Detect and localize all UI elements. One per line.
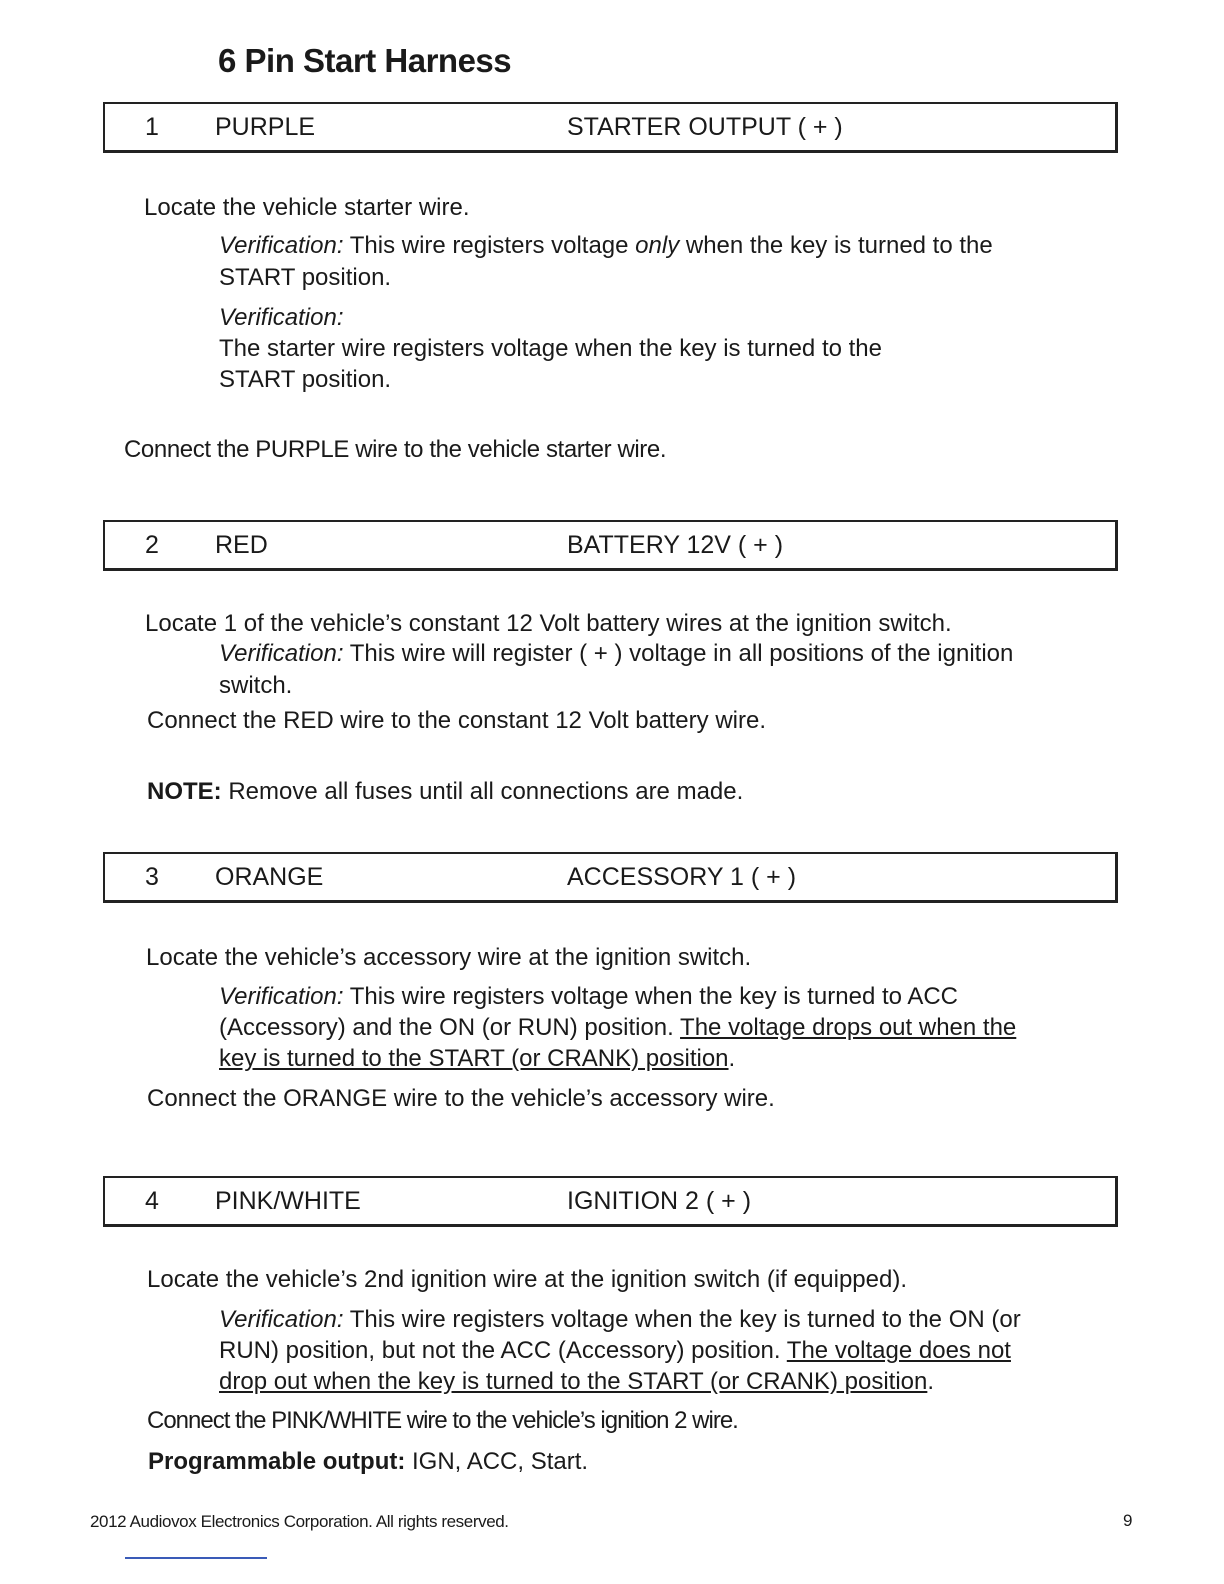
wire-function: STARTER OUTPUT ( + ): [567, 113, 843, 141]
note-text: NOTE: Remove all fuses until all connections are made.: [147, 778, 744, 805]
verification-text: Verification: This wire registers voltage only when the key is turned to the: [219, 232, 993, 259]
connect-text: Connect the PURPLE wire to the vehicle starter wire.: [124, 436, 667, 463]
verification-text: START position.: [219, 366, 392, 393]
pin-number: 2: [145, 531, 159, 559]
verification-text: The starter wire registers voltage when the key is turned to the: [219, 335, 882, 362]
verification-text: key is turned to the START (or CRANK) position.: [219, 1045, 736, 1072]
verification-text: RUN) position, but not the ACC (Accessory) position. The voltage does not: [219, 1337, 1011, 1364]
page-title: 6 Pin Start Harness: [218, 42, 512, 79]
pin-number: 4: [145, 1187, 159, 1215]
wire-header-4: [103, 1176, 1118, 1227]
programmable-output: Programmable output: IGN, ACC, Start.: [148, 1448, 589, 1475]
page-number: 9: [1123, 1511, 1133, 1530]
locate-text: Locate 1 of the vehicle’s constant 12 Volt battery wires at the ignition switch.: [145, 610, 952, 637]
connect-text: Connect the PINK/WHITE wire to the vehicle’s ignition 2 wire.: [147, 1407, 738, 1434]
locate-text: Locate the vehicle’s 2nd ignition wire at the ignition switch (if equipped).: [147, 1266, 908, 1293]
locate-text: Locate the vehicle starter wire.: [144, 194, 470, 221]
connect-text: Connect the RED wire to the constant 12 Volt battery wire.: [147, 707, 766, 734]
wire-header-2: [103, 520, 1118, 571]
connect-text: Connect the ORANGE wire to the vehicle’s accessory wire.: [147, 1085, 775, 1112]
pin-number: 3: [145, 863, 159, 891]
wire-color: PURPLE: [215, 113, 316, 141]
verification-text: Verification: This wire registers voltage when the key is turned to ACC: [219, 983, 959, 1010]
wire-color: RED: [215, 531, 268, 559]
verification-text: START position.: [219, 264, 392, 291]
pin-number: 1: [145, 113, 159, 141]
verification-text: switch.: [219, 672, 293, 699]
verification-text: drop out when the key is turned to the START (or CRANK) position.: [219, 1368, 935, 1395]
wire-color: ORANGE: [215, 863, 324, 891]
wire-header-1: [103, 102, 1118, 153]
wire-function: ACCESSORY 1 ( + ): [567, 863, 797, 891]
verification-text: Verification: This wire will register ( + ) voltage in all positions of the ignition: [219, 640, 1014, 667]
copyright-footer: 2012 Audiovox Electronics Corporation. All rights reserved.: [90, 1512, 509, 1531]
wire-header-3: [103, 852, 1118, 903]
wire-color: PINK/WHITE: [215, 1187, 361, 1215]
verification-label: Verification:: [219, 304, 344, 331]
verification-text: Verification: This wire registers voltage when the key is turned to the ON (or: [219, 1306, 1021, 1333]
wire-function: BATTERY 12V ( + ): [567, 531, 784, 559]
divider-line: [125, 1557, 267, 1559]
locate-text: Locate the vehicle’s accessory wire at the ignition switch.: [146, 944, 752, 971]
wire-function: IGNITION 2 ( + ): [567, 1187, 752, 1215]
verification-text: (Accessory) and the ON (or RUN) position. The voltage drops out when the: [219, 1014, 1017, 1041]
